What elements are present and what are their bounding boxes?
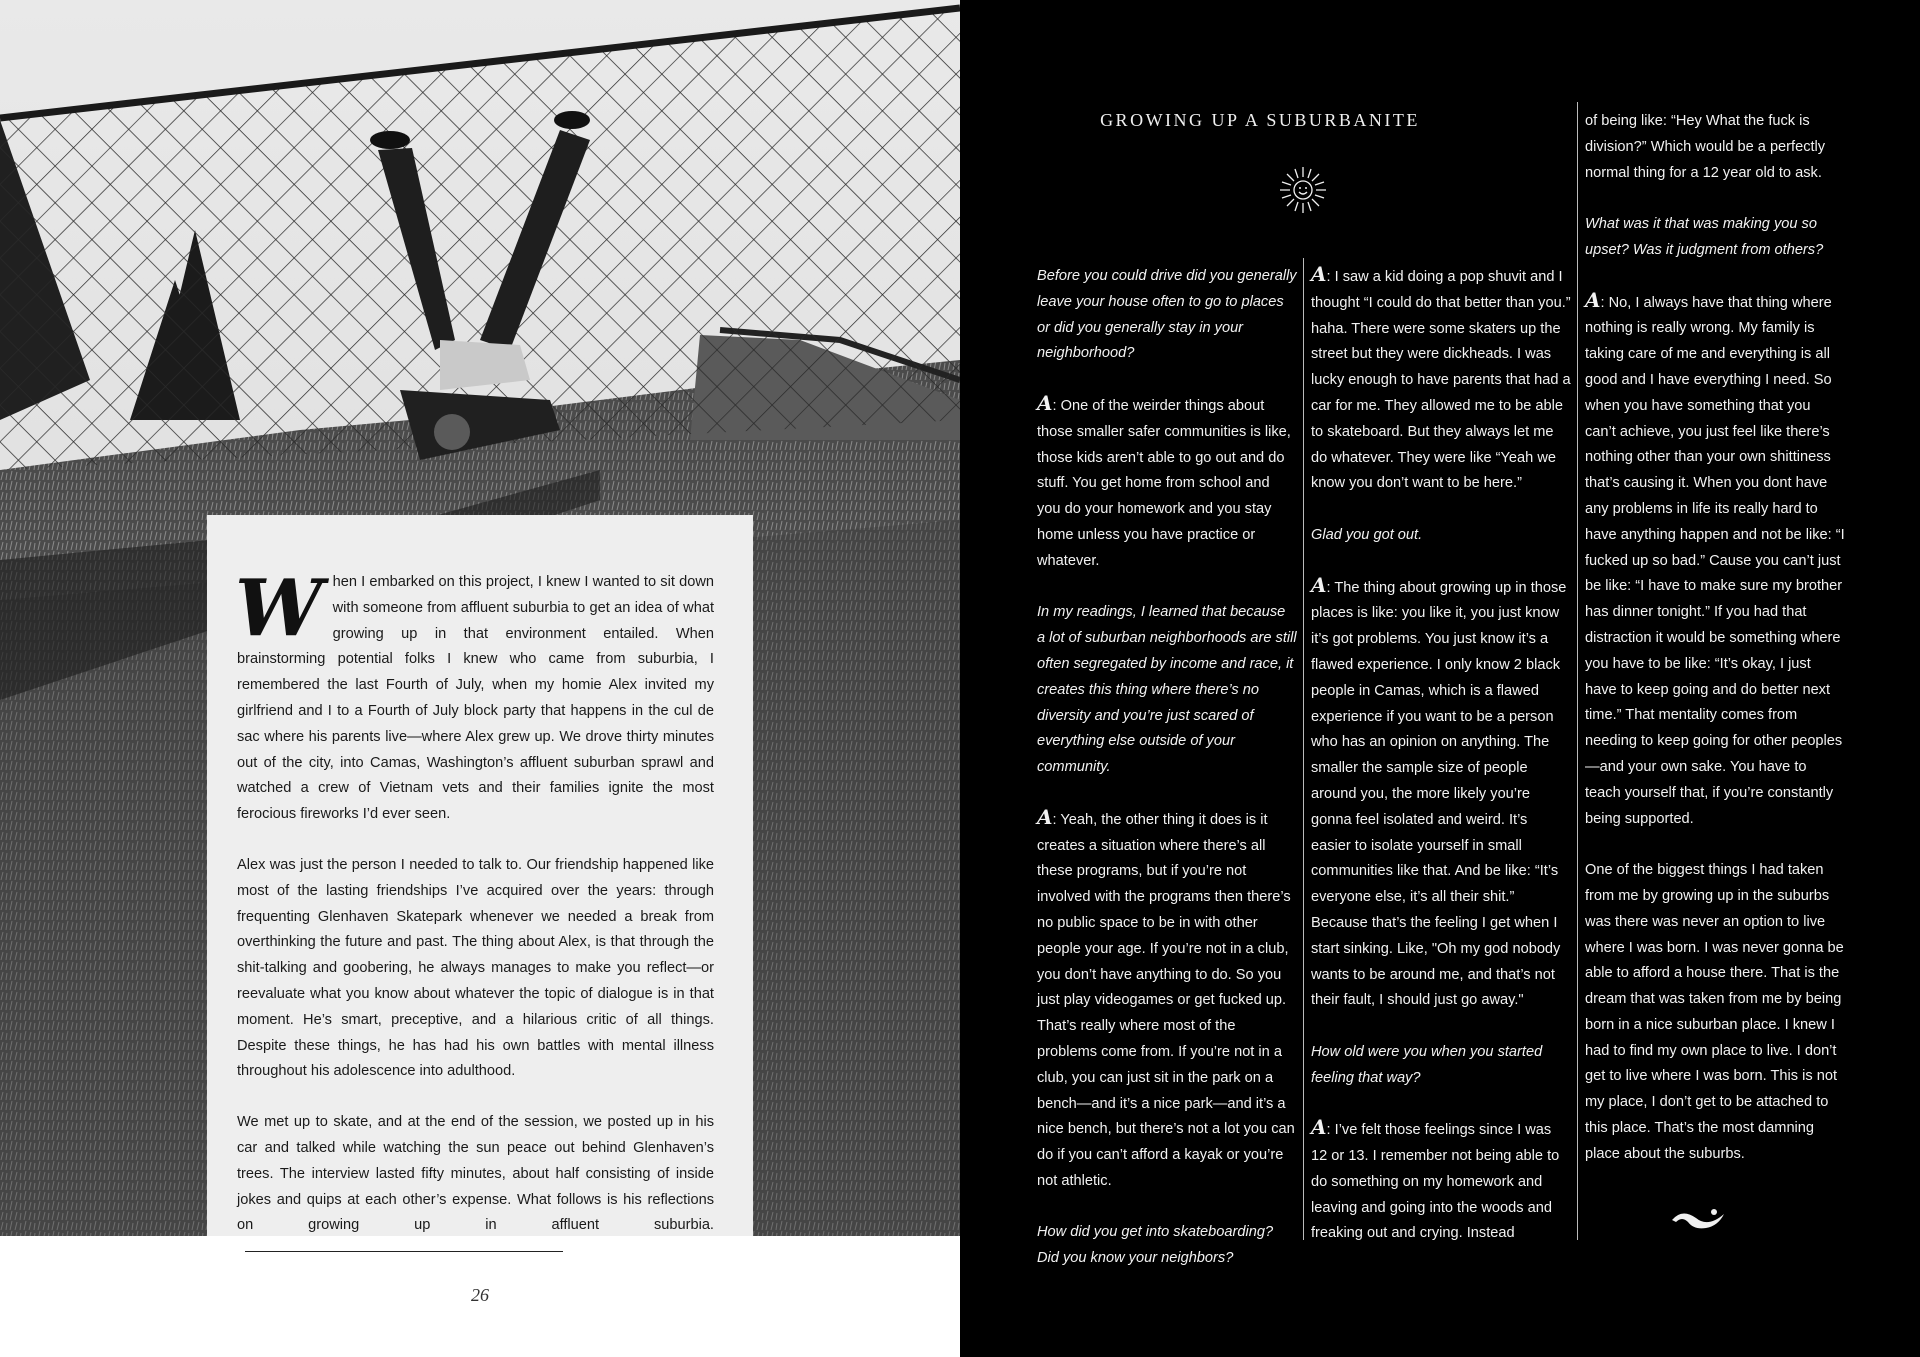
question: How did you get into skateboarding? Did you know your neighbors? <box>1037 1224 1274 1267</box>
article-title: GROWING UP A SUBURBANITE <box>1100 110 1420 130</box>
question: How old were you when you started feeling that way? <box>1311 1043 1543 1086</box>
page-number: 26 <box>471 1285 489 1305</box>
answer: A: Yeah, the other thing it does is it creates a situation where there’s all these programs, but if you’re not involved with the programs then there’s no public space to be in with other people your age. If you’re not in a club, you don’t have anything to do. So you just play videogames or get fucked up. That’s really where most of the problems come from. If you’re not in a club, you can just sit in the park on a bench—and it’s a nice park—and it’s a nice bench, but there’s not a lot you can do if you can’t afford a kayak or you’re not athletic. <box>1037 804 1295 1189</box>
answer-continued: One of the biggest things I had taken from me by growing up in the suburbs was there was never an option to live where I was born. I was never gonna be able to afford a house there. That is the dream that was taken from me by being born in a nice suburban place. I knew I had to find my own place to live. I don’t get to live where I was born. This is not my place, I don’t get to be attached to this place. That’s the most damning place about the suburbs. <box>1585 862 1844 1162</box>
answer: A: I saw a kid doing a pop shuvit and I thought “I could do that better than you.” haha. There were some skaters up the street but they were dickheads. I was lucky enough to have parents that had a car for me. They allowed me to be able to skateboard. But they always let me do whatever. They were like “Yeah we know you don’t want to be here.” <box>1311 262 1571 492</box>
intro-paragraph-1: When I embarked on this project, I knew I wanted to sit down with someone from affluent suburbia to get an idea of what growing up in that environment entailed. When brainstorming potential folks I knew who came from suburbia, I remembered the last Fourth of July, when my homie Alex invited my girlfriend and I to a Fourth of July block party that happens in the cul de sac where his parents live—where Alex grew up. We drove thirty minutes out of the city, into Camas, Washington’s affluent suburban sprawl and watched a crew of Vietnam vets and their families ignite the most ferocious fireworks I’d ever seen. <box>235 563 714 823</box>
intro-paragraph-3: We met up to skate, and at the end of the session, we posted up in his car and talked while watching the sun peace out behind Glenhaven’s trees. The interview lasted fifty minutes, about half consisting of inside jokes and quips at each other’s expense. What follows is his reflections on growing up in affluent suburbia. <box>237 1110 714 1265</box>
answer: A: I’ve felt those feelings since I was 12 or 13. I remember not being able to do something on my homework and leaving and going into the woods and freaking out and crying. Instead <box>1311 1115 1560 1242</box>
column-divider-1 <box>1303 258 1304 1240</box>
fleuron-icon <box>1668 1202 1728 1234</box>
sun-face-icon <box>1276 163 1330 217</box>
answer-marker: A <box>1311 572 1327 597</box>
question: Glad you got out. <box>1311 526 1423 543</box>
answer: A: No, I always have that thing where nothing is really wrong. My family is taking care of me and everything is all good and I have everything I need. So when you have something that you can’t achieve, you just feel like there’s nothing other than your own shittiness that’s causing it. When you dont have any problems in life its really hard to have anything happen and not be like: “I fucked up so bad.” Cause you can’t just be like: “I have to make sure my brother has dinner tonight.” If you had that distraction it would be something where you have to be like: “It’s okay, I just have to keep going and do better next time.” That mentality comes from needing to keep going for other peoples—and your own sake. You have to teach yourself that, if you’re constantly being supported. <box>1585 287 1845 827</box>
answer-continued: of being like: “Hey What the fuck is division?” Which would be a perfectly normal thing for a 12 year old to ask. <box>1585 113 1826 181</box>
interview-column-2 <box>1311 264 1571 1273</box>
answer-marker: A <box>1585 287 1601 312</box>
answer-marker: A <box>1311 1115 1327 1140</box>
question: Before you could drive did you generally leave your house often to go to places or did you generally stay in your neighborhood? <box>1037 268 1297 362</box>
interview-column-1 <box>1037 264 1297 1298</box>
signature-rule <box>245 1251 563 1252</box>
right-page <box>960 0 1920 1357</box>
interview-column-3 <box>1585 109 1845 1193</box>
drop-cap: W <box>235 563 323 654</box>
answer-marker: A <box>1037 804 1053 829</box>
answer-marker: A <box>1311 262 1327 286</box>
column-divider-2 <box>1577 102 1578 1240</box>
answer: A: The thing about growing up in those places is like: you like it, you just know it’s got problems. You just know it’s a flawed experience. I only know 2 black people in Camas, which is a flawed experience if you want to be a person who has an opinion on anything. The smaller the sample size of people around you, the more likely you’re gonna feel isolated and weird. It’s easier to isolate yourself in small communities like that. And be like: “It’s everyone else, it’s all their shit.” Because that’s the feeling I get when I start sinking. Like, "Oh my god nobody wants to be around me, and that’s not their fault, I should just go away." <box>1311 572 1567 1009</box>
question: What was it that was making you so upset? Was it judgment from others? <box>1585 216 1824 258</box>
question: In my readings, I learned that because a lot of suburban neighborhoods are still often segregated by income and race, it creates this thing where there’s no diversity and you’re just scared of everything else outside of your community. <box>1037 604 1297 776</box>
answer-marker: A <box>1037 390 1053 415</box>
answer: A: One of the weirder things about those smaller safer communities is like, those kids aren’t able to go out and do stuff. You get home from school and you do your homework and you stay home unless you have practice or whatever. <box>1037 390 1291 569</box>
intro-text-box <box>207 515 753 1236</box>
intro-paragraph-2: Alex was just the person I needed to talk to. Our friendship happened like most of the lasting friendships I’ve acquired over the years: through frequenting Glenhaven Skatepark whenever we needed a break from overthinking the future and past. The thing about Alex, is that through the shit-talking and goobering, he always manages to make you reflect—or reevaluate what you know about whatever the topic of dialogue is in that moment. He’s smart, preceptive, and a hilarious critic of all things. Despite these things, he has had his own battles with mental illness throughout his adolescence into adulthood. <box>237 856 714 1080</box>
